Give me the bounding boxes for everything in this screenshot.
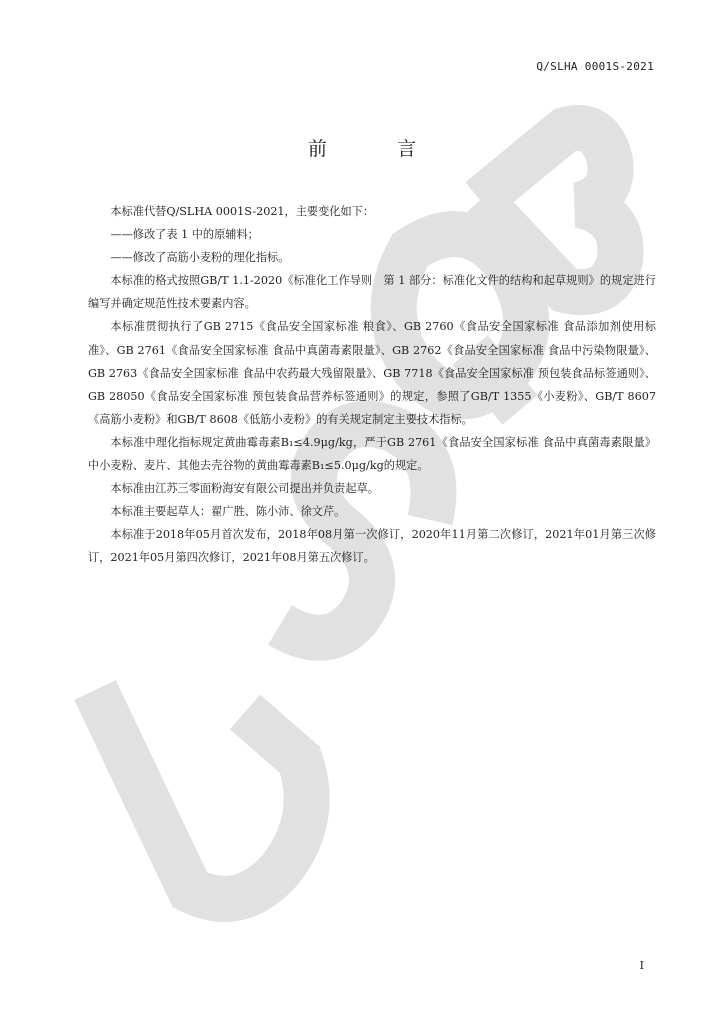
paragraph: 本标准于2018年05月首次发布，2018年08月第一次修订，2020年11月第二次修订，2021年01月第三次修订，2021年05月第四次修订，2021年08月第五次修订。 [88, 528, 656, 565]
foreword-body [88, 200, 656, 570]
paragraph: ——修改了表 1 中的原辅料； [110, 228, 259, 242]
page-number: I [639, 959, 644, 972]
paragraph: 本标准贯彻执行了GB 2715《食品安全国家标准 粮食》、GB 2760《食品安全国家标准 食品添加剂使用标准》、GB 2761《食品安全国家标准 食品中真菌毒素限量》、GB 2762《食品安全国家标准 食品中污染物限量》、GB 2763《食品安全国家标准 食品中农药最大残留限量》、GB 7718《食品安全国家标准 预包装食品标签通则》、GB 28050《食品安全国家标准 预包装食品营养标签通则》的规定，参照了GB/T 1355《小麦粉》、GB/T 8607《高筋小麦粉》和GB/T 8608《低筋小麦粉》的有关规定制定主要技术指标。 [88, 320, 656, 426]
paragraph: 本标准代替Q/SLHA 0001S-2021，主要变化如下： [110, 205, 375, 218]
paragraph: 本标准的格式按照GB/T 1.1-2020《标准化工作导则 第 1 部分：标准化文件的结构和起草规则》的规定进行编写并确定规范性技术要素内容。 [88, 274, 656, 311]
standard-code: Q/SLHA 0001S-2021 [536, 60, 654, 73]
paragraph: ——修改了高筋小麦粉的理化指标。 [110, 251, 290, 265]
paragraph: 本标准主要起草人：翟广胜、陈小沛、徐文芹。 [110, 505, 346, 519]
paragraph: 本标准由江苏三零面粉海安有限公司提出并负责起草。 [110, 482, 379, 496]
page-title: 前 言 [307, 138, 449, 160]
paragraph: 本标准中理化指标规定黄曲霉毒素B₁≤4.9μg/kg，严于GB 2761《食品安全国家标准 食品中真菌毒素限量》中小麦粉、麦片、其他去壳谷物的黄曲霉毒素B₁≤5.0μg/kg的规定。 [88, 435, 656, 473]
